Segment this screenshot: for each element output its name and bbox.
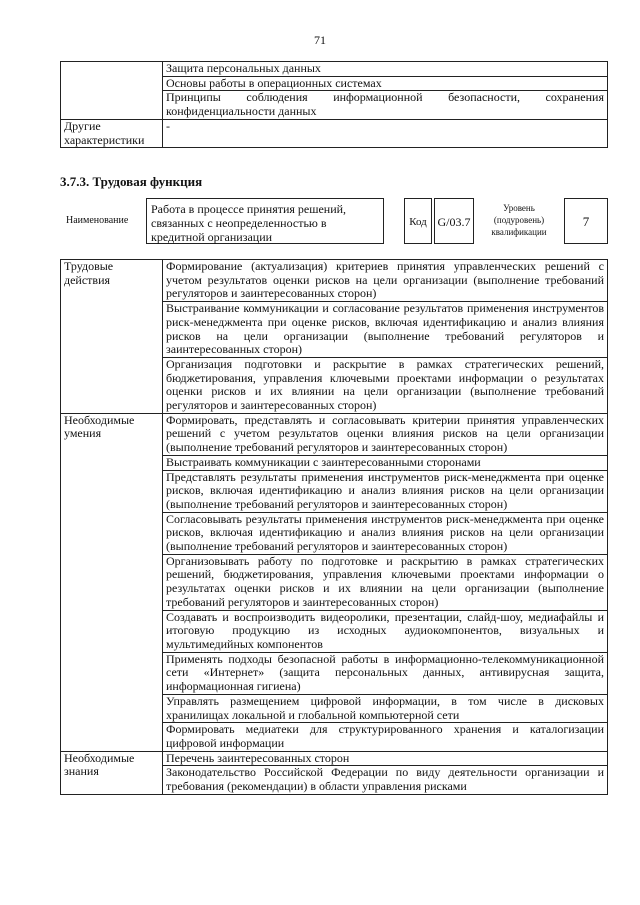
- function-code: G/03.7: [434, 198, 474, 244]
- function-header: [60, 198, 608, 246]
- table-cell: Формировать, представлять и согласовывать критерии принятия управленческих решений с учетом результатов оценки влияния рисков на цели организации (выполнение требований регуляторов и заинтересованных сторон): [163, 413, 608, 455]
- group-label: Трудовые действия: [61, 260, 163, 414]
- table-cell: Управлять размещением цифровой информации, в том числе в дисковых хранилищах локальной и глобальной компьютерной сети: [163, 694, 608, 722]
- table-cell: -: [163, 119, 608, 147]
- table-cell: Выстраивать коммуникации с заинтересованными сторонами: [163, 455, 608, 470]
- code-label: Код: [404, 198, 432, 244]
- group-label: Необходимые знания: [61, 751, 163, 794]
- table-cell: Применять подходы безопасной работы в информационно-телекоммуникационной сети «Интернет» (защита персональных данных, антивирусная защита, информационная гигиена): [163, 652, 608, 694]
- table-cell: Формировать медиатеки для структурированного хранения и каталогизации цифровой информации: [163, 723, 608, 751]
- function-title: Работа в процессе принятия решений, связанных с неопределенностью в кредитной организации: [146, 198, 384, 244]
- table-cell: Защита персональных данных: [163, 62, 608, 77]
- table-cell: Представлять результаты применения инструментов риск-менеджмента при оценке рисков, включая идентификацию и анализ влияния рисков на цели организации (выполнение требований регуляторов и заинтересованных сторон): [163, 470, 608, 512]
- row-label: Другие характеристики: [61, 119, 163, 147]
- table-cell: Формирование (актуализация) критериев принятия управленческих решений с учетом результатов оценки рисков на цели организации (выполнение требований регуляторов и заинтересованных сторон): [163, 260, 608, 302]
- table-cell: Законодательство Российской Федерации по виду деятельности организации и требования (рекомендации) в области управления рисками: [163, 766, 608, 794]
- table-cell: Перечень заинтересованных сторон: [163, 751, 608, 766]
- qualification-level: 7: [564, 198, 608, 244]
- level-label: Уровень (подуровень) квалификации: [491, 203, 547, 237]
- section-heading: 3.7.3. Трудовая функция: [60, 174, 203, 189]
- row-label: [61, 62, 163, 120]
- table-cell: Принципы соблюдения информационной безопасности, сохранения конфиденциальности данных: [163, 91, 608, 119]
- top-table: [60, 61, 608, 148]
- table-cell: Создавать и воспроизводить видеоролики, презентации, слайд-шоу, медиафайлы и итоговую продукцию из исходных аудиокомпонентов, визуальных и мультимедийных компонентов: [163, 610, 608, 652]
- table-cell: Согласовывать результаты применения инструментов риск-менеджмента при оценке рисков, включая идентификацию и анализ влияния рисков на цели организации (выполнение требований регуляторов и заинтересованных сторон): [163, 512, 608, 554]
- main-table: [60, 259, 608, 795]
- page-number: 71: [314, 33, 326, 47]
- table-cell: Организация подготовки и раскрытие в рамках стратегических решений, бюджетирования, управления ключевыми проектами информации о результатах оценки рисков и их влиянии на цели организации (выполнение требований регуляторов и заинтересованных сторон): [163, 357, 608, 413]
- group-label: Необходимые умения: [61, 413, 163, 751]
- table-cell: Выстраивание коммуникации и согласование результатов применения инструментов риск-менеджмента при оценке рисков, включая идентификацию и анализ влияния рисков на цели организации (выполнение требований регуляторов и заинтересованных сторон): [163, 302, 608, 358]
- name-label: Наименование: [66, 215, 129, 226]
- table-cell: Основы работы в операционных системах: [163, 76, 608, 91]
- table-cell: Организовывать работу по подготовке и раскрытию в рамках стратегических решений, бюджетирования, управления ключевыми проектами информации о результатах оценки рисков и их влиянии на цели организации (выполнение требований регуляторов и заинтересованных сторон): [163, 554, 608, 610]
